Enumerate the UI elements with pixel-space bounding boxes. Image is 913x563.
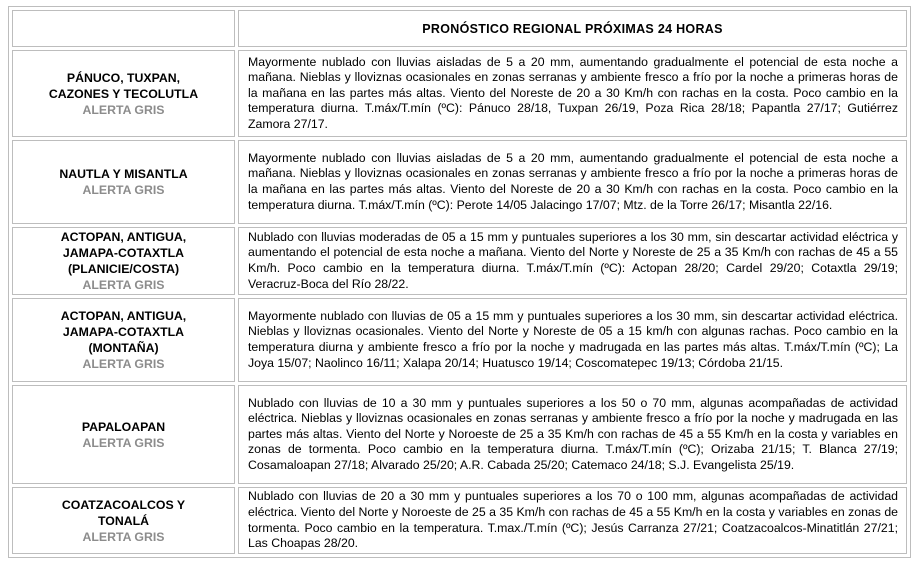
region-name-line: (PLANICIE/COSTA) (67, 262, 180, 276)
header-blank-cell (12, 10, 235, 47)
region-name-line: PÁNUCO, TUXPAN, (66, 70, 181, 85)
region-name-line: NAUTLA Y MISANTLA (59, 167, 188, 181)
region-cell (12, 385, 235, 484)
forecast-text: Mayormente nublado con lluvias aisladas de 5 a 20 mm, aumentando gradualmente el potencial de esta noche a mañana. Nieblas y lloviznas ocasionales en zonas serranas y ambiente fresco a frío por la noche a primeras horas de la mañana en las partes más altas. Viento del Noreste de 20 a 30 Km/h con rachas en la costa. Poco cambio en la temperatura diurna. T.máx/T.mín (ºC): Pánuco 28/18, Tuxpan 26/19, Poza Rica 28/18; Papantla 27/17; Gutiérrez Zamora 27/17. (238, 50, 907, 137)
alert-label: ALERTA GRIS (82, 529, 165, 544)
forecast-text: Nublado con lluvias moderadas de 05 a 15 mm y puntuales superiores a los 30 mm, sin descartar actividad eléctrica y aumentando el potencial de esta noche a mañana. Viento del Norte y Noreste de 25 a 35 Km/h con rachas de 45 a 55 Km/h. Poco cambio en la temperatura diurna. T.máx/T.mín (ºC): Actopan 28/20; Cardel 29/20; Cotaxtla 29/19; Veracruz-Boca del Río 28/22. (238, 227, 907, 295)
table-row (12, 487, 907, 554)
regional-forecast-table (8, 6, 911, 558)
alert-label: ALERTA GRIS (82, 102, 165, 117)
alert-label: ALERTA GRIS (82, 183, 165, 197)
region-name-line: ACTOPAN, ANTIGUA, (60, 309, 187, 323)
region-cell (12, 50, 235, 137)
table-row (12, 298, 907, 382)
region-cell (12, 227, 235, 295)
table-title: PRONÓSTICO REGIONAL PRÓXIMAS 24 HORAS (238, 10, 907, 47)
alert-label: ALERTA GRIS (82, 357, 165, 371)
region-cell (12, 140, 235, 224)
region-name-line: (MONTAÑA) (88, 341, 159, 355)
table-header-row (12, 10, 907, 47)
region-name-line: COATZACOALCOS Y (61, 497, 186, 512)
forecast-text: Nublado con lluvias de 10 a 30 mm y puntuales superiores a los 50 o 70 mm, algunas acompañadas de actividad eléctrica. Nieblas y lloviznas ocasionales en zonas serranas y ambiente fresco a frío por la noche y madrugada en las partes más altas. Viento del Norte y Noroeste de 25 a 35 Km/h con rachas de 45 a 55 Km/h en la costa y variables en zonas de tormenta. Poco cambio en la temperatura diurna. T.máx/T.mín (ºC); Orizaba 21/15; T. Blanca 27/19; Cosamaloapan 27/18; Alvarado 25/20; A.R. Cabada 25/20; Catemaco 24/18; S.J. Evangelista 25/19. (238, 385, 907, 484)
forecast-text: Mayormente nublado con lluvias aisladas de 5 a 20 mm, aumentando gradualmente el potencial de esta noche a mañana. Nieblas y lloviznas ocasionales en zonas serranas y ambiente fresco a frío por la noche a primeras horas de la mañana en las partes más altas. Viento del Noreste de 20 a 30 Km/h con rachas en la costa. Poco cambio en la temperatura diurna. T.máx/T.mín (ºC): Perote 14/05 Jalacingo 17/07; Mtz. de la Torre 26/17; Misantla 22/16. (238, 140, 907, 224)
table-row (12, 140, 907, 224)
region-cell (12, 487, 235, 554)
table-row (12, 227, 907, 295)
region-name-line: CAZONES Y TECOLUTLA (48, 86, 199, 101)
forecast-text: Mayormente nublado con lluvias de 05 a 15 mm y puntuales superiores a los 30 mm, sin descartar actividad eléctrica. Nieblas y lloviznas ocasionales. Viento del Norte y Noreste de 05 a 15 km/h con algunas rachas. Poco cambio en la temperatura diurna y ambiente fresco a frío por la noche y madrugada en las partes más altas. T.máx/T.mín (ºC); La Joya 15/07; Naolinco 16/11; Xalapa 20/14; Huatusco 19/14; Coscomatepec 19/13; Córdoba 21/15. (238, 298, 907, 382)
table-row (12, 385, 907, 484)
region-name-line: TONALÁ (97, 513, 149, 528)
alert-label: ALERTA GRIS (82, 278, 165, 292)
table-row (12, 50, 907, 137)
region-name-line: PAPALOAPAN (81, 419, 166, 434)
region-name-line: JAMAPA-COTAXTLA (62, 246, 185, 260)
region-cell (12, 298, 235, 382)
region-name-line: ACTOPAN, ANTIGUA, (60, 230, 187, 244)
forecast-text: Nublado con lluvias de 20 a 30 mm y puntuales superiores a los 70 o 100 mm, algunas acompañadas de actividad eléctrica. Viento del Norte y Noroeste de 25 a 35 Km/h con rachas de 45 a 55 Km/h en la costa y variables en zonas de tormenta. Poco cambio en la temperatura. T.max./T.mín (ºC); Jesús Carranza 27/21; Coatzacoalcos-Minatitlán 27/21; Las Choapas 28/20. (238, 487, 907, 554)
region-name-line: JAMAPA-COTAXTLA (62, 325, 185, 339)
alert-label: ALERTA GRIS (82, 435, 165, 450)
